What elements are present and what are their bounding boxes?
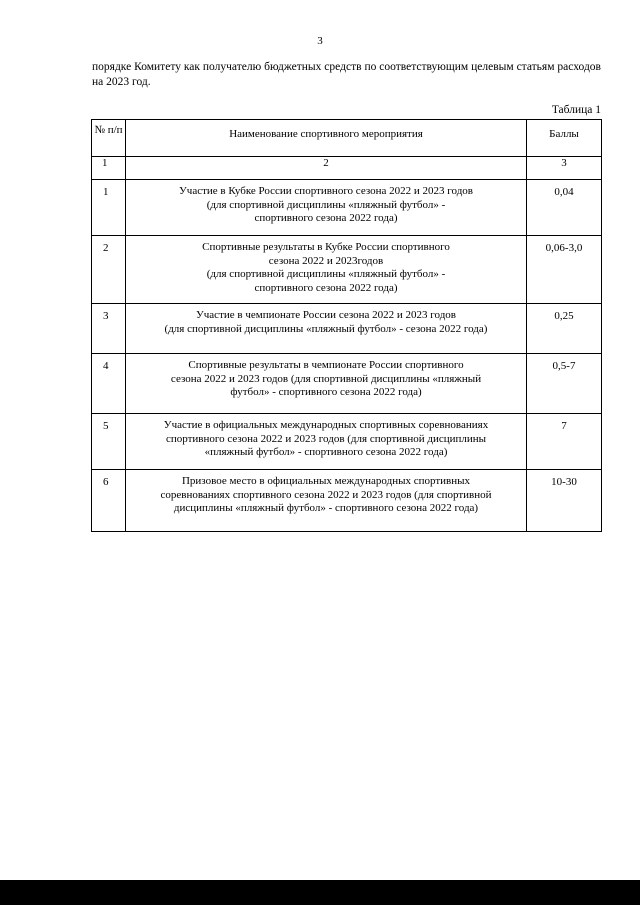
column-number-2: 2: [126, 157, 527, 180]
row-number: 2: [92, 236, 126, 304]
table-header-row: [92, 120, 602, 157]
row-number: 5: [92, 414, 126, 470]
row-number: 3: [92, 304, 126, 354]
row-number: 1: [92, 180, 126, 236]
table-row: [92, 470, 602, 532]
row-event-name: Призовое место в официальных международных спортивных соревнованиях спортивного сезона 2022 и 2023 годов (для спортивной дисциплины «пляжный футбол» - спортивного сезона 2022 года): [126, 470, 527, 532]
row-number: 4: [92, 354, 126, 414]
row-event-name: Спортивные результаты в Кубке России спортивного сезона 2022 и 2023годов (для спортивной дисциплины «пляжный футбол» - спортивного сезона 2022 года): [126, 236, 527, 304]
row-event-name: Участие в Кубке России спортивного сезона 2022 и 2023 годов (для спортивной дисциплины «пляжный футбол» - спортивного сезона 2022 года): [126, 180, 527, 236]
column-number-1: 1: [92, 157, 126, 180]
scores-table: [91, 119, 602, 532]
row-score: 0,06-3,0: [527, 236, 602, 304]
column-number-3: 3: [527, 157, 602, 180]
row-event-name: Участие в чемпионате России сезона 2022 и 2023 годов (для спортивной дисциплины «пляжный футбол» - сезона 2022 года): [126, 304, 527, 354]
row-score: 0,5-7: [527, 354, 602, 414]
header-number: № п/п: [92, 120, 126, 157]
intro-paragraph: порядке Комитету как получателю бюджетных средств по соответствующим целевым статьям расходов на 2023 год.: [92, 61, 601, 88]
row-score: 10-30: [527, 470, 602, 532]
table-row: [92, 304, 602, 354]
row-number: 6: [92, 470, 126, 532]
table-caption: Таблица 1: [551, 104, 601, 116]
table-row: [92, 180, 602, 236]
row-score: 7: [527, 414, 602, 470]
page-number: 3: [317, 35, 323, 47]
column-number-row: [92, 157, 602, 180]
row-score: 0,04: [527, 180, 602, 236]
scan-bottom-edge: [0, 880, 640, 905]
table-row: [92, 354, 602, 414]
table-row: [92, 236, 602, 304]
table-row: [92, 414, 602, 470]
row-score: 0,25: [527, 304, 602, 354]
row-event-name: Участие в официальных международных спортивных соревнованиях спортивного сезона 2022 и 2023 годов (для спортивной дисциплины «пляжный футбол» - спортивного сезона 2022 года): [126, 414, 527, 470]
header-event-name: Наименование спортивного мероприятия: [126, 120, 527, 157]
header-score: Баллы: [527, 120, 602, 157]
row-event-name: Спортивные результаты в чемпионате России спортивного сезона 2022 и 2023 годов (для спортивной дисциплины «пляжный футбол» - спортивного сезона 2022 года): [126, 354, 527, 414]
